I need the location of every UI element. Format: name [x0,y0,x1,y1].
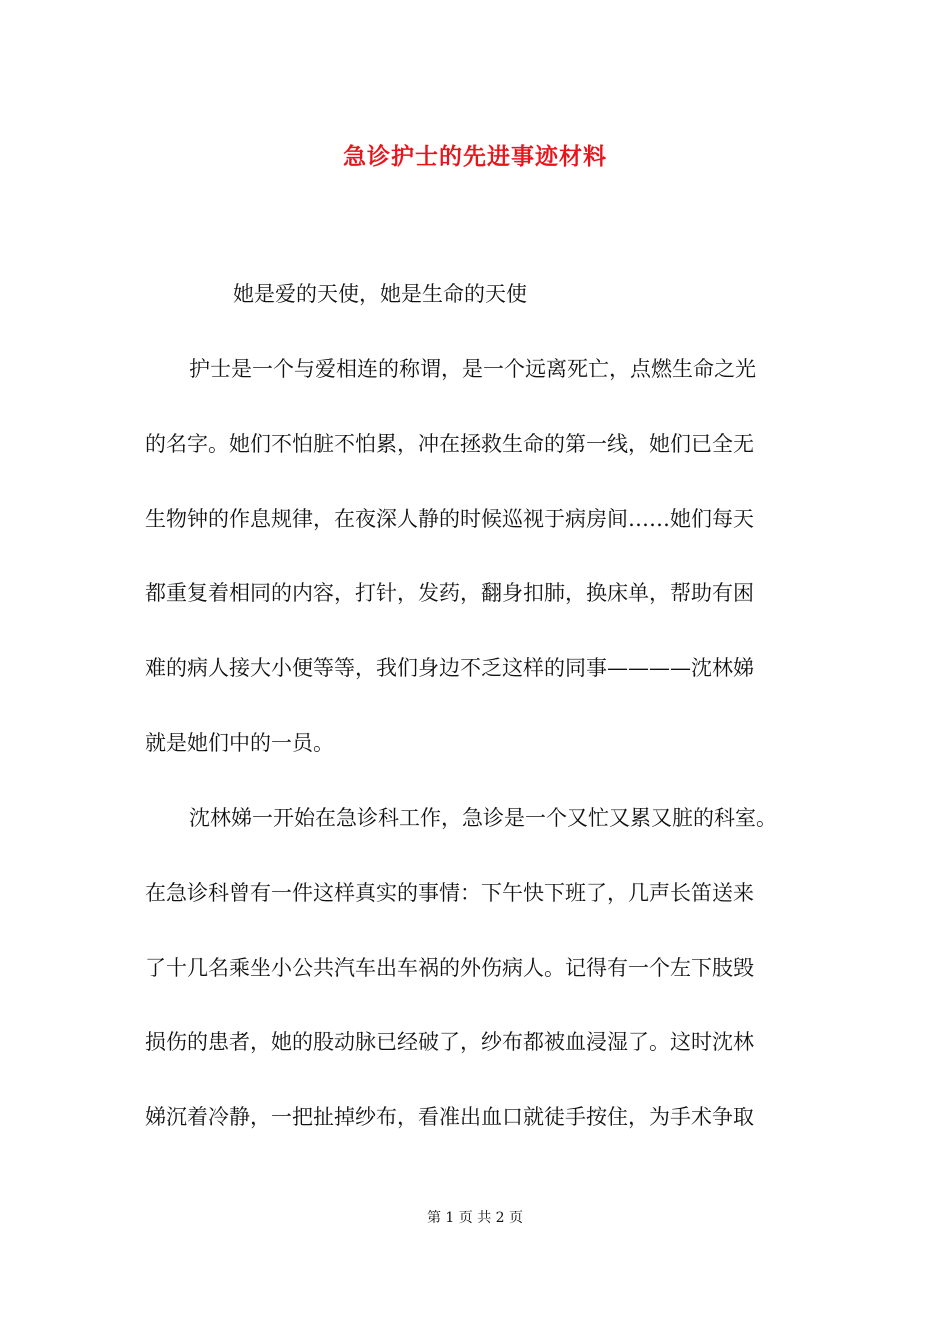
page-number-footer: 第 1 页 共 2 页 [426,1210,524,1226]
paragraph-2-line-2: 在急诊科曾有一件这样真实的事情：下午快下班了，几声长笛送来 [145,881,754,905]
paragraph-2-line-5: 娣沉着冷静，一把扯掉纱布，看准出血口就徒手按住，为手术争取 [145,1105,754,1129]
paragraph-1-line-2: 的名字。她们不怕脏不怕累，冲在拯救生命的第一线，她们已全无 [145,432,754,456]
paragraph-2-line-3: 了十几名乘坐小公共汽车出车祸的外伤病人。记得有一个左下肢毁 [145,956,754,980]
document-title: 急诊护士的先进事迹材料 [343,143,607,170]
paragraph-1-line-3: 生物钟的作息规律，在夜深人静的时候巡视于病房间……她们每天 [145,507,754,531]
paragraph-1-line-4: 都重复着相同的内容，打针，发药，翻身扣肺，换床单，帮助有困 [145,581,754,605]
paragraph-1-line-5: 难的病人接大小便等等，我们身边不乏这样的同事————沈林娣 [145,656,754,680]
paragraph-1-line-1: 护士是一个与爱相连的称谓，是一个远离死亡，点燃生命之光 [189,357,756,381]
document-subtitle: 她是爱的天使，她是生命的天使 [233,282,527,306]
paragraph-2-line-1: 沈林娣一开始在急诊科工作，急诊是一个又忙又累又脏的科室。 [189,806,777,830]
paragraph-1-line-6: 就是她们中的一员。 [145,731,334,755]
paragraph-2-line-4: 损伤的患者，她的股动脉已经破了，纱布都被血浸湿了。这时沈林 [145,1030,754,1054]
